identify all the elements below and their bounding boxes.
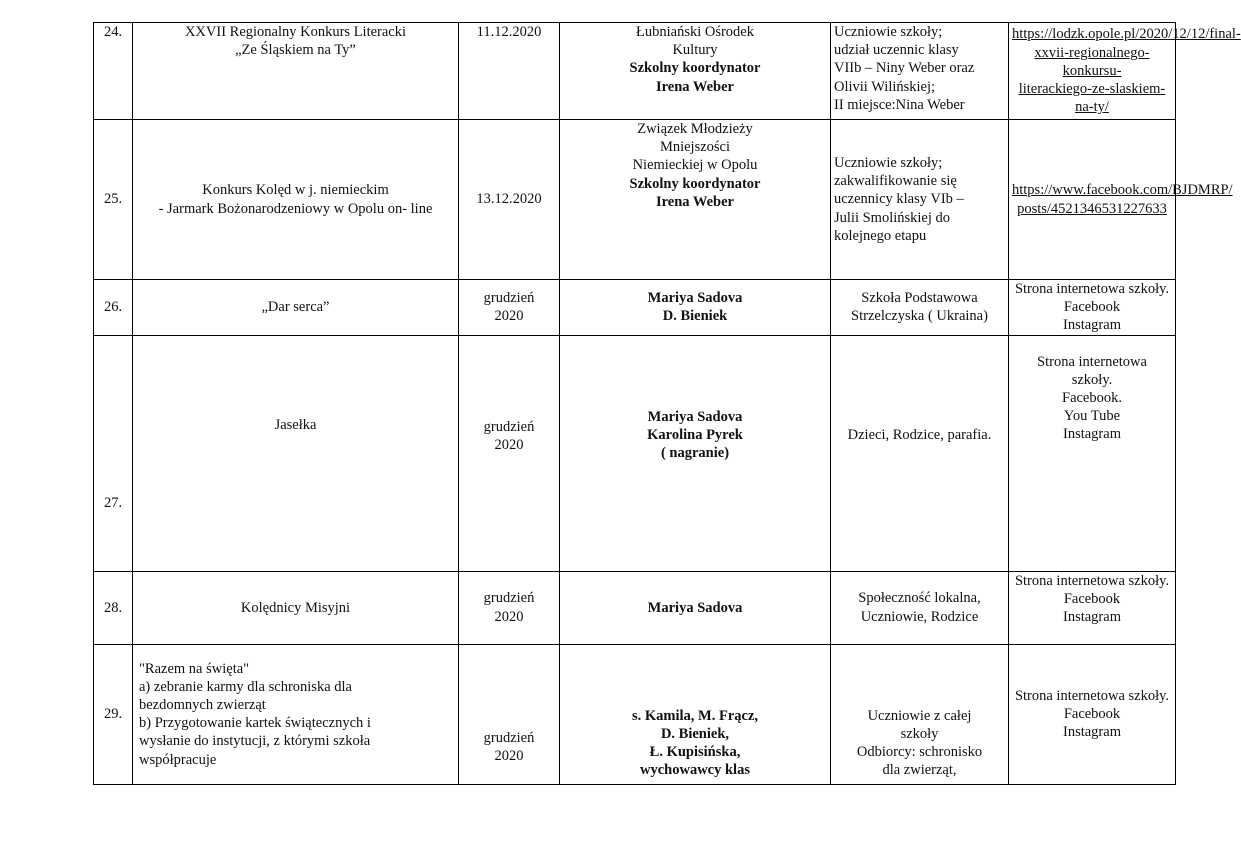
date-line: grudzień <box>483 590 535 607</box>
participants-line: Szkoła Podstawowa <box>861 290 978 307</box>
organizer-cell <box>560 280 831 336</box>
event-name-line: „Dar serca” <box>261 299 330 316</box>
table-row <box>94 23 1176 120</box>
date-cell <box>459 644 560 784</box>
coordinator-line: D. Bieniek <box>662 308 728 325</box>
participants-line: uczennicy klasy VIb – <box>834 191 964 208</box>
coordinator-line: Mariya Sadova <box>647 290 743 307</box>
coordinator-line: Irena Weber <box>655 193 734 210</box>
info-line: Facebook <box>1063 590 1121 607</box>
event-name-cell <box>133 280 459 336</box>
info-line: Strona internetowa szkoły. <box>1014 572 1170 589</box>
row-number: 29. <box>94 644 133 784</box>
coordinator-line: Szkolny koordynator <box>629 175 761 192</box>
info-cell <box>1009 335 1176 571</box>
info-line: szkoły. <box>1071 371 1113 388</box>
info-line: Strona internetowa szkoły. <box>1014 281 1170 297</box>
participants-line: kolejnego etapu <box>834 227 927 244</box>
event-name-line: bezdomnych zwierząt <box>139 696 266 713</box>
info-cell <box>1009 23 1241 120</box>
info-line: Instagram <box>1063 724 1121 741</box>
date-line: 2020 <box>494 608 524 625</box>
organizer-line: Niemieckiej w Opolu <box>632 157 758 174</box>
info-cell <box>1009 644 1176 784</box>
event-name-line: b) Przygotowanie kartek świątecznych i <box>139 715 371 732</box>
participants-line: Dzieci, Rodzice, parafia. <box>847 426 992 443</box>
participants-line: dla zwierząt, <box>882 762 957 779</box>
date-line: grudzień <box>483 418 535 435</box>
row-number: 27. <box>94 335 133 571</box>
row-number: 25. <box>94 120 133 280</box>
coordinator-line: wychowawcy klas <box>640 762 750 779</box>
date-cell <box>459 23 560 120</box>
info-cell <box>1009 120 1233 280</box>
participants-line: udział uczennic klasy <box>834 42 959 59</box>
event-name-line: wysłanie do instytucji, z którymi szkoła <box>139 733 371 750</box>
event-name-cell <box>133 571 459 644</box>
info-line: Instagram <box>1063 609 1121 626</box>
participants-line: II miejsce:Nina Weber <box>834 96 965 113</box>
date-cell <box>459 280 560 336</box>
row-number: 26. <box>94 280 133 336</box>
participants-cell <box>831 280 1009 336</box>
table-row <box>94 120 1176 280</box>
date-line: 2020 <box>494 308 524 325</box>
participants-cell <box>831 644 1009 784</box>
event-name-cell <box>133 335 459 571</box>
info-line: Instagram <box>1063 317 1121 334</box>
participants-line: Odbiorcy: schronisko <box>856 744 983 761</box>
coordinator-line: Ł. Kupisińska, <box>649 744 741 761</box>
table-row <box>94 280 1176 336</box>
coordinator-line: Mariya Sadova <box>647 408 743 425</box>
info-line: You Tube <box>1063 408 1121 425</box>
participants-cell <box>831 571 1009 644</box>
event-name-cell <box>133 23 459 120</box>
organizer-line: Kultury <box>672 42 718 59</box>
participants-line: Olivii Wilińskiej; <box>834 78 936 95</box>
participants-line: szkoły <box>900 726 939 742</box>
event-name-line: a) zebranie karmy dla schroniska dla <box>139 678 352 695</box>
date-line: grudzień <box>483 730 535 747</box>
participants-line: Uczniowie szkoły; <box>834 154 943 171</box>
events-table <box>93 22 1241 785</box>
participants-line: Społeczność lokalna, <box>858 590 981 607</box>
event-name-line: - Jarmark Bożonarodzeniowy w Opolu on- line <box>158 200 433 217</box>
coordinator-line: Mariya Sadova <box>647 599 743 616</box>
row-number: 28. <box>94 571 133 644</box>
info-link[interactable]: xxvii-regionalnego-konkursu- <box>1034 44 1150 79</box>
event-name-line: „Ze Śląskiem na Ty” <box>235 42 356 59</box>
coordinator-line: s. Kamila, M. Frącz, <box>631 707 759 724</box>
coordinator-line: ( nagranie) <box>660 445 730 462</box>
participants-line: Uczniowie szkoły; <box>834 24 943 40</box>
info-link[interactable]: literackiego-ze-slaskiem-na-ty/ <box>1018 81 1166 116</box>
info-cell <box>1009 280 1176 336</box>
table-row <box>94 571 1176 644</box>
event-name-line: Konkurs Kolęd w j. niemieckim <box>202 182 389 199</box>
info-cell <box>1009 571 1176 644</box>
organizer-line: Łubniański Ośrodek <box>636 24 754 40</box>
participants-line: Uczniowie z całej <box>867 707 972 724</box>
participants-line: VIIb – Niny Weber oraz <box>834 60 975 77</box>
info-link[interactable]: https://www.facebook.com/BJDMRP/ <box>1012 182 1233 199</box>
participants-line: Julii Smolińskiej do <box>834 209 951 226</box>
row-number: 24. <box>94 23 133 120</box>
coordinator-line: Irena Weber <box>655 78 734 95</box>
participants-cell <box>831 23 1009 120</box>
table-row <box>94 644 1176 784</box>
organizer-cell <box>560 571 831 644</box>
event-name-cell <box>133 644 459 784</box>
info-line: Facebook <box>1063 299 1121 316</box>
event-name-line: "Razem na święta" <box>139 660 250 677</box>
info-line: Facebook <box>1063 706 1121 722</box>
date-cell <box>459 335 560 571</box>
date-line: 2020 <box>494 436 524 453</box>
date-line: grudzień <box>483 290 535 307</box>
participants-line: Uczniowie, Rodzice <box>860 608 979 625</box>
coordinator-line: Karolina Pyrek <box>647 426 743 443</box>
event-name-line: Jasełka <box>274 416 317 433</box>
info-line: Strona internetowa szkoły. <box>1014 687 1170 704</box>
event-name-line: współpracuje <box>139 751 217 768</box>
organizer-cell <box>560 644 831 784</box>
organizer-cell <box>560 23 831 120</box>
date-cell <box>459 120 560 280</box>
info-line: Strona internetowa <box>1037 353 1147 370</box>
organizer-cell <box>560 120 831 280</box>
date-line: 2020 <box>494 748 524 765</box>
organizer-line: Mniejszości <box>659 139 731 156</box>
coordinator-line: D. Bieniek, <box>660 726 730 742</box>
event-name-line: Kolędnicy Misyjni <box>240 599 351 616</box>
coordinator-line: Szkolny koordynator <box>629 60 761 77</box>
info-link[interactable]: https://lodzk.opole.pl/2020/12/12/final- <box>1012 26 1241 43</box>
table-row <box>94 335 1176 571</box>
organizer-cell <box>560 335 831 571</box>
participants-cell <box>831 335 1009 571</box>
participants-line: zakwalifikowanie się <box>834 173 957 190</box>
event-name-cell <box>133 120 459 280</box>
info-line: Facebook. <box>1062 390 1122 407</box>
date-line: 11.12.2020 <box>476 24 542 40</box>
date-cell <box>459 571 560 644</box>
participants-cell <box>831 120 1009 280</box>
date-line: 13.12.2020 <box>476 191 542 208</box>
participants-line: Strzelczyska ( Ukraina) <box>851 308 988 325</box>
organizer-line: Związek Młodzieży <box>637 121 753 137</box>
event-name-line: XXVII Regionalny Konkurs Literacki <box>184 24 407 40</box>
info-link[interactable]: posts/4521346531227633 <box>1017 200 1167 217</box>
info-line: Instagram <box>1063 426 1121 443</box>
